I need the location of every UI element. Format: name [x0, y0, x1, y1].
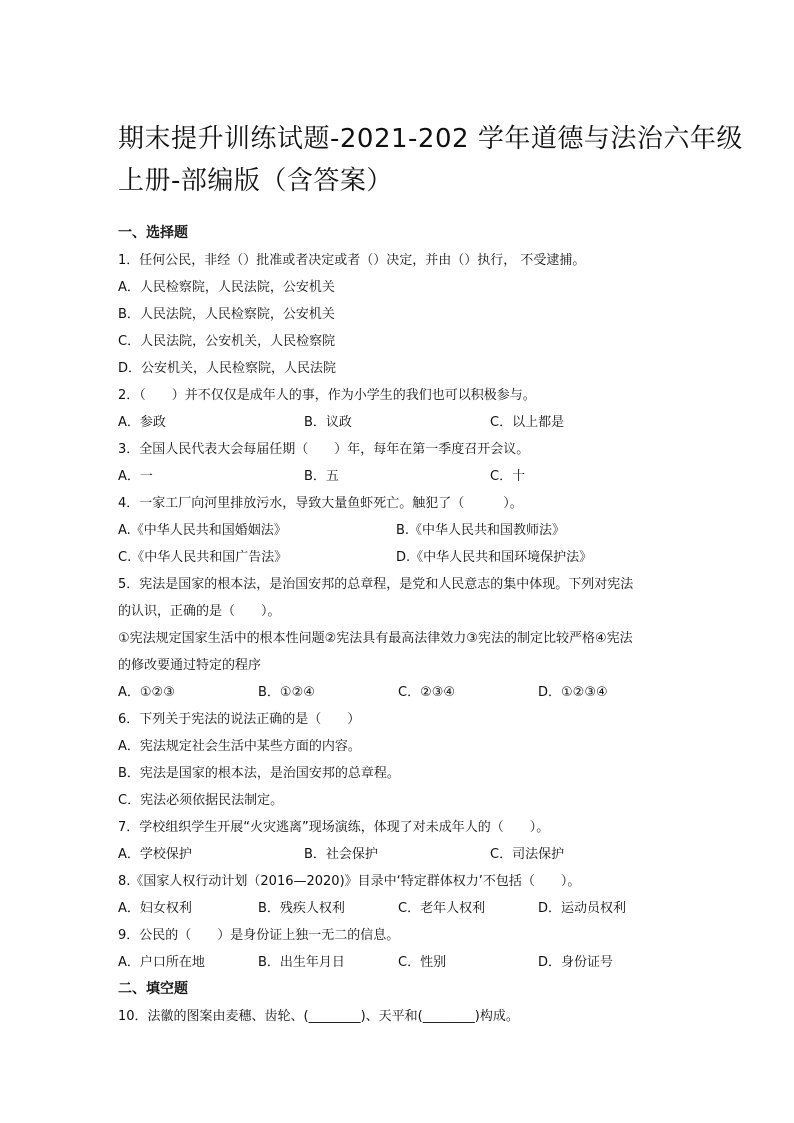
option: A．妇女权利	[118, 901, 192, 916]
option: C．宪法必须依据民法制定。	[118, 793, 284, 808]
option: A．户口所在地	[118, 955, 205, 970]
statement-text: 的修改要通过特定的程序	[118, 658, 262, 673]
question-stem: 1．任何公民，非经（）批准或者决定或者（）决定，并由（）执行， 不受逮捕。	[118, 253, 586, 268]
option: B．宪法是国家的根本法，是治国安邦的总章程。	[118, 766, 400, 781]
option-row	[118, 895, 688, 922]
option: D．身份证号	[538, 955, 614, 970]
option: C．以上都是	[490, 415, 565, 430]
question-stem: 7．学校组织学生开展“火灾逃离”现场演练，体现了对未成年人的（ ）。	[118, 820, 550, 835]
option-row	[118, 544, 688, 571]
question-stem: 3．全国人民代表大会每届任期（ ）年，每年在第一季度召开会议。	[118, 442, 530, 457]
option: B．出生年月日	[258, 955, 345, 970]
option-row	[118, 463, 688, 490]
option-row	[118, 409, 688, 436]
option: A．人民检察院，人民法院，公安机关	[118, 280, 335, 295]
option: B．人民法院，人民检察院，公安机关	[118, 307, 335, 322]
question-stem: 4．一家工厂向河里排放污水，导致大量鱼虾死亡。触犯了（ ）。	[118, 496, 523, 511]
question-stem: 10．法徽的图案由麦穗、齿轮、(________)、天平和(________)构成。	[118, 1009, 519, 1024]
statement-text: ①宪法规定国家生活中的根本性问题②宪法具有最高法律效力③宪法的制定比较严格④宪法	[118, 631, 633, 646]
option: A．学校保护	[118, 847, 192, 862]
option: C.《中华人民共和国广告法》	[118, 550, 288, 565]
question-stem: 9．公民的（ ）是身份证上独一无二的信息。	[118, 928, 400, 943]
option: A．宪法规定社会生活中某些方面的内容。	[118, 739, 361, 754]
option-row	[118, 679, 688, 706]
option: B.《中华人民共和国教师法》	[396, 523, 566, 538]
option: D.《中华人民共和国环境保护法》	[396, 550, 593, 565]
option: D．运动员权利	[538, 901, 627, 916]
option: C．性别	[398, 955, 447, 970]
option-row	[118, 841, 688, 868]
option: C．十	[490, 469, 526, 484]
option-row	[118, 517, 688, 544]
section-heading: 一、选择题	[118, 225, 188, 241]
question-stem: 2．（ ）并不仅仅是成年人的事，作为小学生的我们也可以积极参与。	[118, 388, 536, 403]
option: B．五	[304, 469, 339, 484]
question-stem: 8.《国家人权行动计划（2016—2020)》目录中‘特定群体权力’不包括（ ）。	[118, 874, 581, 889]
question-list	[118, 220, 688, 1030]
option: D．①②③④	[538, 685, 608, 700]
question-stem: 的认识，正确的是（ ）。	[118, 604, 281, 619]
option: A．参政	[118, 415, 166, 430]
option: C．②③④	[398, 685, 456, 700]
document-title	[118, 118, 743, 202]
option: B．社会保护	[304, 847, 378, 862]
option: B．残疾人权利	[258, 901, 345, 916]
title-line: 上册-部编版（含答案）	[118, 166, 393, 196]
option: B．议政	[304, 415, 352, 430]
option: C．人民法院，公安机关，人民检察院	[118, 334, 336, 349]
option: D．公安机关，人民检察院，人民法院	[118, 361, 337, 376]
option: A．①②③	[118, 685, 175, 700]
question-stem: 5．宪法是国家的根本法，是治国安邦的总章程，是党和人民意志的集中体现。下列对宪法	[118, 577, 634, 592]
option: C．司法保护	[490, 847, 565, 862]
title-line: 期末提升训练试题-2021-202 学年道德与法治六年级	[118, 124, 743, 154]
option-row	[118, 949, 688, 976]
question-stem: 6．下列关于宪法的说法正确的是（ ）	[118, 712, 361, 727]
option: C．老年人权利	[398, 901, 486, 916]
option: B．①②④	[258, 685, 315, 700]
option: A.《中华人民共和国婚姻法》	[118, 523, 287, 538]
section-heading: 二、填空题	[118, 981, 188, 997]
option: A．一	[118, 469, 153, 484]
